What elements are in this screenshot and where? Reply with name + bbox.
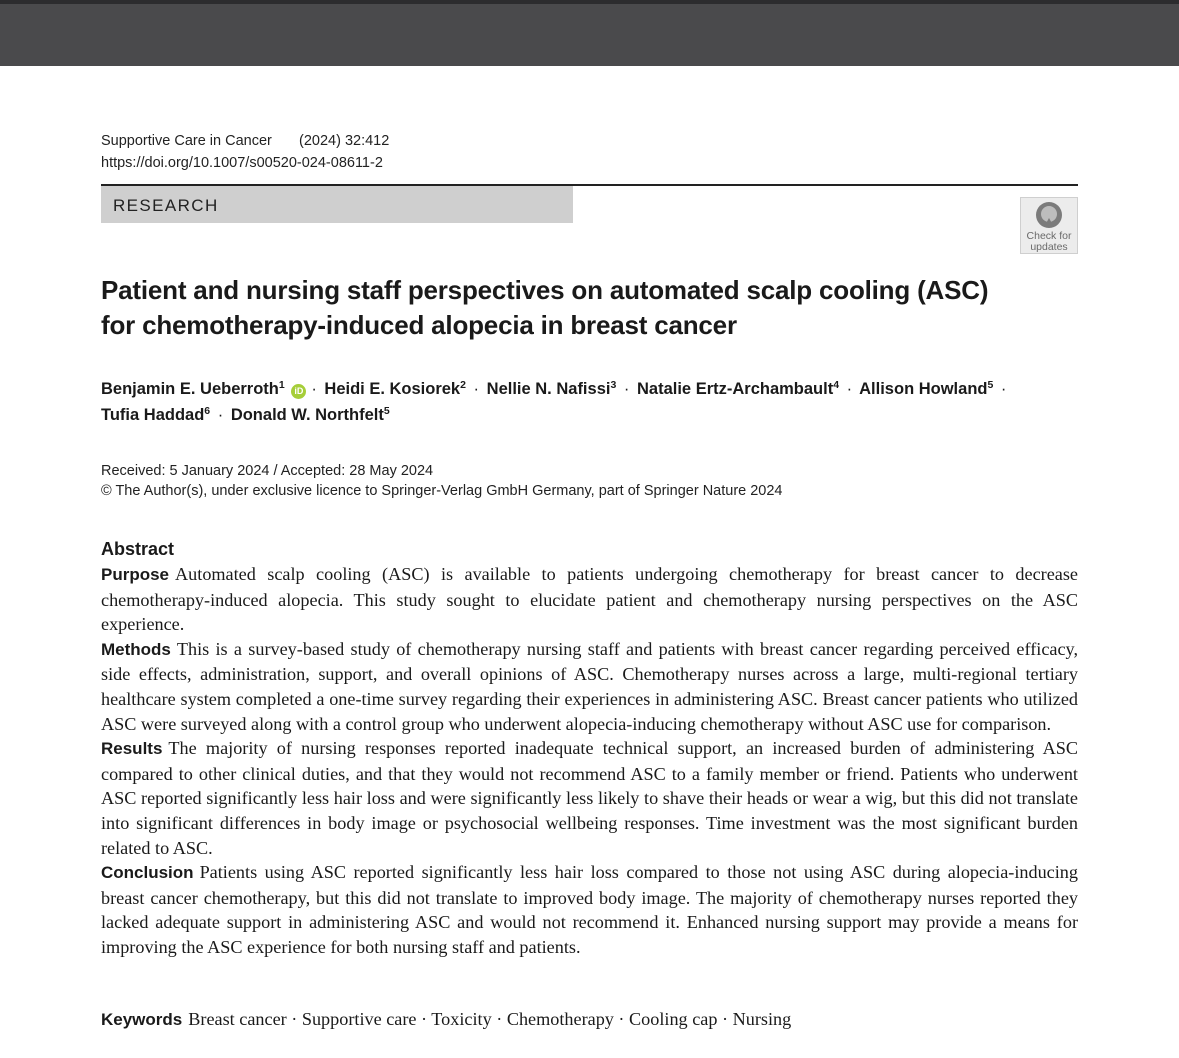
author-list: Benjamin E. Ueberroth$^1$ iD · Heidi E. Kosiorek$^2$ · Nellie N. Nafissi$^3$ · Natalie Ertz-Archambault$^4$ · Allison Howland$^5$ · Tufia Haddad$^6$ · Donald W. Northfelt$^5$ (101, 379, 1007, 424)
copyright-notice: © The Author(s), under exclusive licence to Springer-Verlag GmbH Germany, part of Springer Nature 2024 (101, 483, 783, 499)
abstract-methods (101, 637, 1078, 736)
keywords-label: Keywords (101, 1010, 183, 1029)
methods-label: Methods (101, 639, 171, 659)
author-affiliation: 4 (833, 379, 840, 391)
abstract-heading: Abstract (101, 539, 175, 559)
crossmark-icon (1034, 200, 1064, 230)
orcid-icon[interactable]: iD (291, 384, 306, 399)
author-name[interactable]: Natalie Ertz-Archambault (637, 380, 834, 398)
purpose-text: Automated scalp cooling (ASC) is available to patients undergoing chemotherapy for breast cancer to decrease chemotherapy-induced alopecia. This study sought to elucidate patient and chemotherapy nursing perspectives on the ASC experience. (101, 564, 1078, 635)
check-updates-line2: updates (1030, 241, 1068, 253)
author-affiliation: 3 (610, 379, 617, 391)
author-name[interactable]: Benjamin E. Ueberroth (101, 380, 279, 398)
journal-citation: (2024) 32:412 (299, 133, 390, 149)
author-name[interactable]: Heidi E. Kosiorek (324, 380, 461, 398)
author-affiliation: 5 (383, 405, 390, 417)
abstract-conclusion (101, 860, 1078, 959)
article-title: Patient and nursing staff perspectives on automated scalp cooling (ASC) for chemotherapy-induced alopecia in breast cancer (101, 275, 989, 340)
conclusion-text: Patients using ASC reported significantly less hair loss compared to those not using ASC during alopecia-inducing breast cancer chemotherapy, but this did not translate to improved body image. The majority of chemotherapy nurses reported they lacked adequate support in administering ASC and would not recommend it. Enhanced nursing support may provide a means for improving the ASC experience for both nursing staff and patients. (101, 862, 1078, 957)
author-affiliation: 5 (987, 379, 994, 391)
section-label: RESEARCH (101, 186, 573, 223)
journal-name: Supportive Care in Cancer (101, 133, 272, 149)
abstract-body (101, 562, 1078, 960)
doi-link[interactable]: https://doi.org/10.1007/s00520-024-08611-2 (101, 155, 383, 171)
methods-text: This is a survey-based study of chemotherapy nursing staff and patients with breast cancer regarding perceived efficacy, side effects, administration, support, and overall opinions of ASC. Chemotherapy nurses across a large, multi-regional tertiary healthcare system completed a one-time survey regarding their experiences in administering ASC. Breast cancer patients who utilized ASC were surveyed along with a control group who underwent alopecia-inducing chemotherapy without ASC use for comparison. (101, 638, 1078, 734)
results-label: Results (101, 739, 163, 759)
conclusion-label: Conclusion (101, 863, 194, 883)
author-name[interactable]: Donald W. Northfelt (230, 406, 384, 424)
check-updates-line1: Check for (1026, 230, 1072, 242)
author-affiliation: 1 (278, 379, 285, 391)
author-name[interactable]: Allison Howland (859, 380, 988, 398)
abstract-results (101, 736, 1078, 860)
abstract-purpose (101, 562, 1078, 637)
author-name[interactable]: Nellie N. Nafissi (486, 380, 611, 398)
keywords (101, 1007, 1078, 1032)
purpose-label: Purpose (101, 565, 170, 584)
author-name[interactable]: Tufia Haddad (101, 406, 205, 424)
author-affiliation: 6 (204, 405, 211, 417)
results-text: The majority of nursing responses reported inadequate technical support, an increased burden of administering ASC compared to other clinical duties, and that they would not recommend ASC to a family member or friend. Patients who underwent ASC reported significantly less hair loss and were significantly less likely to shave their heads or wear a wig, but this did not translate into significant differences in body image or psychosocial wellbeing responses. Time investment was the most significant burden related to ASC. (101, 738, 1078, 858)
journal-info (101, 131, 389, 151)
check-for-updates-button[interactable] (1020, 197, 1078, 254)
viewer-toolbar (0, 0, 1179, 66)
author-affiliation: 2 (460, 379, 466, 391)
received-accepted-dates: Received: 5 January 2024 / Accepted: 28 May 2024 (101, 463, 434, 479)
keywords-text: Breast cancer · Supportive care · Toxicity · Chemotherapy · Cooling cap · Nursing (188, 1009, 792, 1029)
